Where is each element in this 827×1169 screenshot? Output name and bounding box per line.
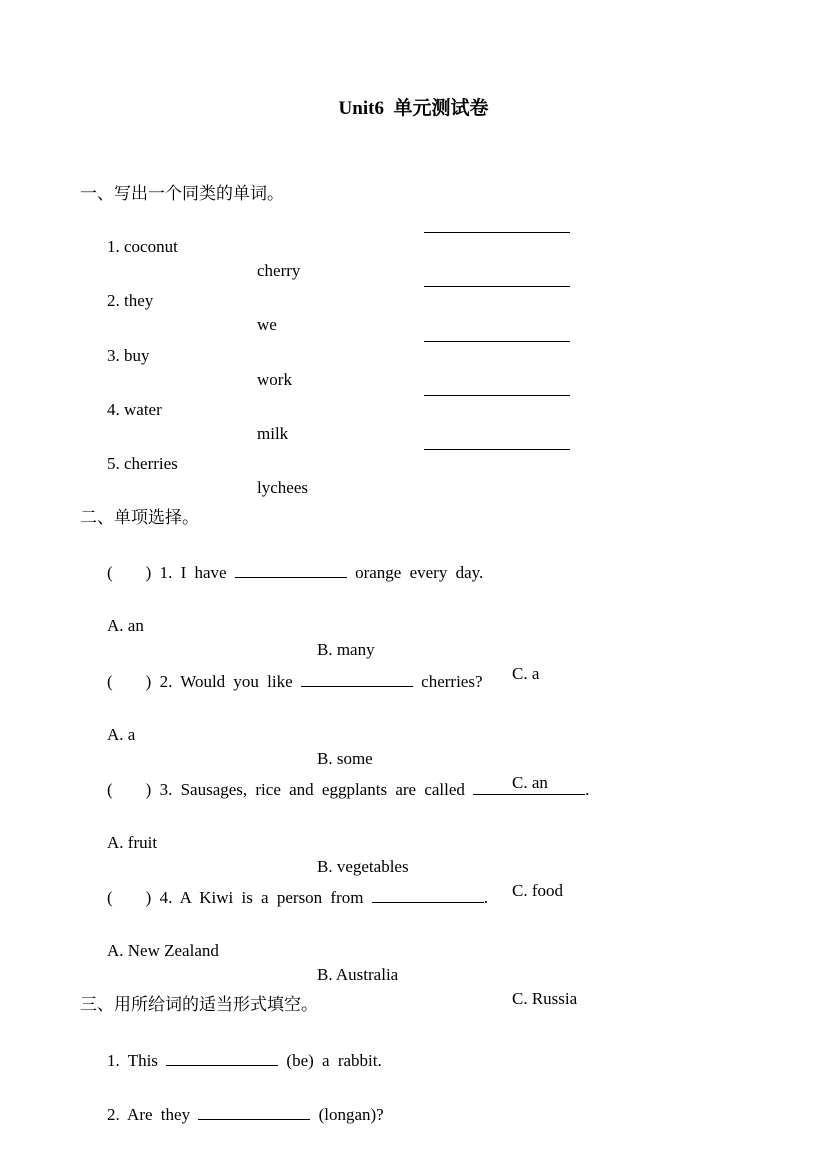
- section1-item-row: [0, 428, 827, 497]
- item-prefix: 2. Are they: [107, 1105, 199, 1124]
- option-a: A. an: [107, 616, 144, 635]
- item-label: 3. buy: [107, 346, 150, 365]
- option-b: B. vegetables: [317, 857, 409, 876]
- stem-suffix: .: [483, 888, 488, 907]
- item-label: 5. cherries: [107, 454, 178, 473]
- stem-suffix: orange every day.: [346, 563, 484, 582]
- item-word2: lychees: [257, 478, 308, 497]
- answer-blank: [198, 1102, 310, 1120]
- question-stem: [107, 669, 483, 694]
- section1-item-row: [0, 320, 827, 389]
- section1-item-row: [0, 374, 827, 443]
- answer-blank: [424, 269, 570, 287]
- option-c: C. food: [512, 881, 563, 900]
- option-b: B. Australia: [317, 965, 399, 984]
- option-a: A. New Zealand: [107, 941, 219, 960]
- fill-blank-item: [107, 1048, 382, 1073]
- question-stem-row: [0, 536, 827, 582]
- answer-blank: [424, 432, 570, 450]
- option-a: A. fruit: [107, 833, 158, 852]
- option-c: C. an: [512, 773, 548, 792]
- section1-heading: 一、写出一个同类的单词。: [80, 184, 284, 203]
- stem-suffix: .: [585, 780, 590, 799]
- section3-heading: 三、用所给词的适当形式填空。: [80, 995, 318, 1014]
- option-a: A. a: [107, 725, 136, 744]
- section1-heading-row: [0, 158, 827, 203]
- page-title: Unit6 单元测试卷: [338, 98, 489, 119]
- answer-blank: [424, 378, 570, 396]
- option-b: B. some: [317, 749, 373, 768]
- item-label: 2. they: [107, 291, 154, 310]
- option-c: C. Russia: [512, 989, 578, 1008]
- answer-blank: [473, 777, 585, 795]
- question-stem: [107, 560, 483, 585]
- item-word2: milk: [257, 424, 289, 443]
- fill-blank-item: [107, 1102, 384, 1127]
- stem-suffix: cherries?: [412, 672, 483, 691]
- stem-prefix: ( ) 3. Sausages, rice and eggplants are called: [107, 780, 474, 799]
- question-stem: [107, 777, 589, 802]
- item-label: 1. coconut: [107, 237, 178, 256]
- item-suffix: (longan)?: [310, 1105, 384, 1124]
- item-suffix: (be) a rabbit.: [278, 1051, 382, 1070]
- answer-blank: [424, 215, 570, 233]
- option-b: B. many: [317, 640, 375, 659]
- answer-blank: [235, 560, 347, 578]
- fill-blank-row: [0, 1024, 827, 1070]
- section1-item-row: [0, 211, 827, 280]
- fill-blank-row: [0, 1078, 827, 1124]
- section1-item-row: [0, 265, 827, 334]
- item-prefix: 1. This: [107, 1051, 167, 1070]
- stem-prefix: ( ) 4. A Kiwi is a person from: [107, 888, 372, 907]
- section2-heading-row: [0, 482, 827, 527]
- item-word2: work: [257, 370, 292, 389]
- option-c: C. a: [512, 664, 540, 683]
- question-stem: [107, 885, 488, 910]
- answer-blank: [301, 669, 413, 687]
- stem-prefix: ( ) 2. Would you like: [107, 672, 301, 691]
- stem-prefix: ( ) 1. I have: [107, 563, 235, 582]
- answer-blank: [424, 324, 570, 342]
- section2-heading: 二、单项选择。: [80, 508, 199, 527]
- item-label: 4. water: [107, 400, 162, 419]
- answer-blank: [166, 1048, 278, 1066]
- item-word2: we: [257, 315, 277, 334]
- item-word2: cherry: [257, 261, 301, 280]
- answer-blank: [372, 885, 484, 903]
